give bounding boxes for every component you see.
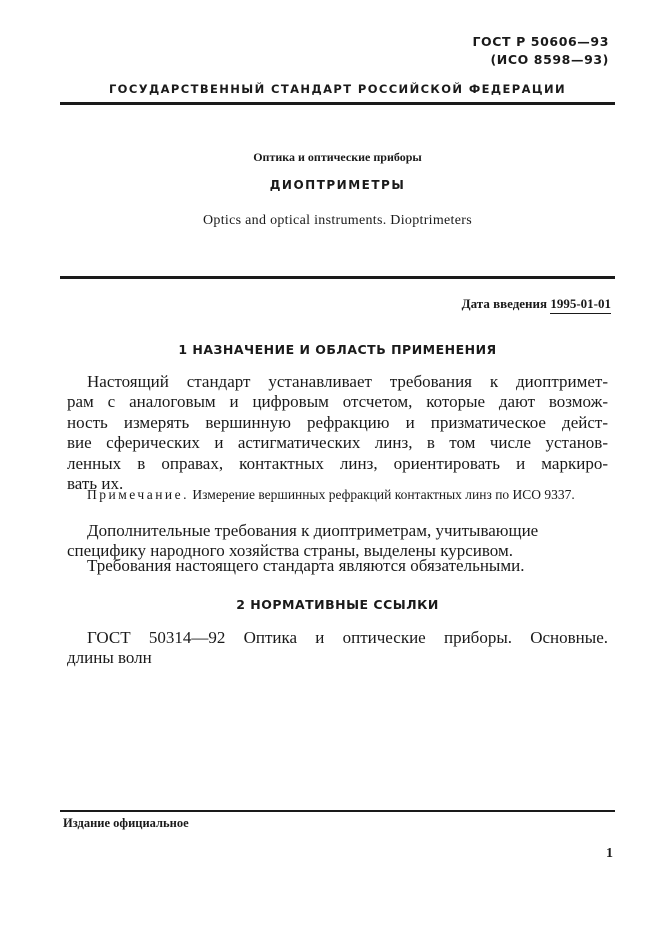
footer-divider xyxy=(60,810,615,812)
additional-requirements-paragraph xyxy=(67,521,608,561)
standard-code: ГОСТ Р 50606—93 xyxy=(472,34,609,49)
document-title: ДИОПТРИМЕТРЫ xyxy=(269,178,406,192)
paragraph-line: специфику народного хозяйства страны, выделены курсивом. xyxy=(67,541,513,560)
reference-line: ГОСТ 50314—92 Оптика и оптические приборы. Основные. xyxy=(87,628,608,647)
document-title-english: Optics and optical instruments. Dioptrimeters xyxy=(203,213,472,228)
note-block xyxy=(87,486,608,503)
section-1-paragraph xyxy=(67,372,608,494)
paragraph-line: ленных в оправах, контактных линз, ориентировать и маркиро- xyxy=(67,453,608,473)
mandatory-requirements-paragraph: Требования настоящего стандарта являются обязательными. xyxy=(87,556,525,575)
paragraph-line: Дополнительные требования к диоптриметрам, учитывающие xyxy=(87,521,539,540)
introduction-date xyxy=(462,296,611,312)
introduction-date-value: 1995-01-01 xyxy=(550,296,611,314)
iso-code: (ИСО 8598—93) xyxy=(490,52,609,67)
page-number: 1 xyxy=(606,846,613,861)
paragraph-line: рам с аналоговым и цифровым отсчетом, которые дают возмож- xyxy=(67,392,608,412)
section-1-heading: 1 НАЗНАЧЕНИЕ И ОБЛАСТЬ ПРИМЕНЕНИЯ xyxy=(178,342,497,357)
note-label: Примечание. xyxy=(87,487,190,502)
title-divider xyxy=(60,276,615,279)
paragraph-line: вие сферических и астигматических линз, в том числе установ- xyxy=(67,433,608,453)
national-standard-heading: ГОСУДАРСТВЕННЫЙ СТАНДАРТ РОССИЙСКОЙ ФЕДЕРАЦИИ xyxy=(108,82,567,96)
top-divider xyxy=(60,102,615,105)
note-text: Измерение вершинных рефракций контактных линз по ИСО 9337. xyxy=(189,487,575,502)
paragraph-line: Настоящий стандарт устанавливает требования к диоптримет- xyxy=(87,372,608,391)
paragraph-line: вать их. xyxy=(67,474,124,494)
normative-reference xyxy=(67,628,608,668)
section-2-heading: 2 НОРМАТИВНЫЕ ССЫЛКИ xyxy=(236,597,439,612)
introduction-date-label: Дата введения xyxy=(461,296,548,311)
reference-line: длины волн xyxy=(67,648,152,667)
subject-line: Оптика и оптические приборы xyxy=(253,150,422,164)
paragraph-line: ность измерять вершинную рефракцию и призматическое дейст- xyxy=(67,412,608,432)
official-edition-label: Издание официальное xyxy=(63,816,189,830)
